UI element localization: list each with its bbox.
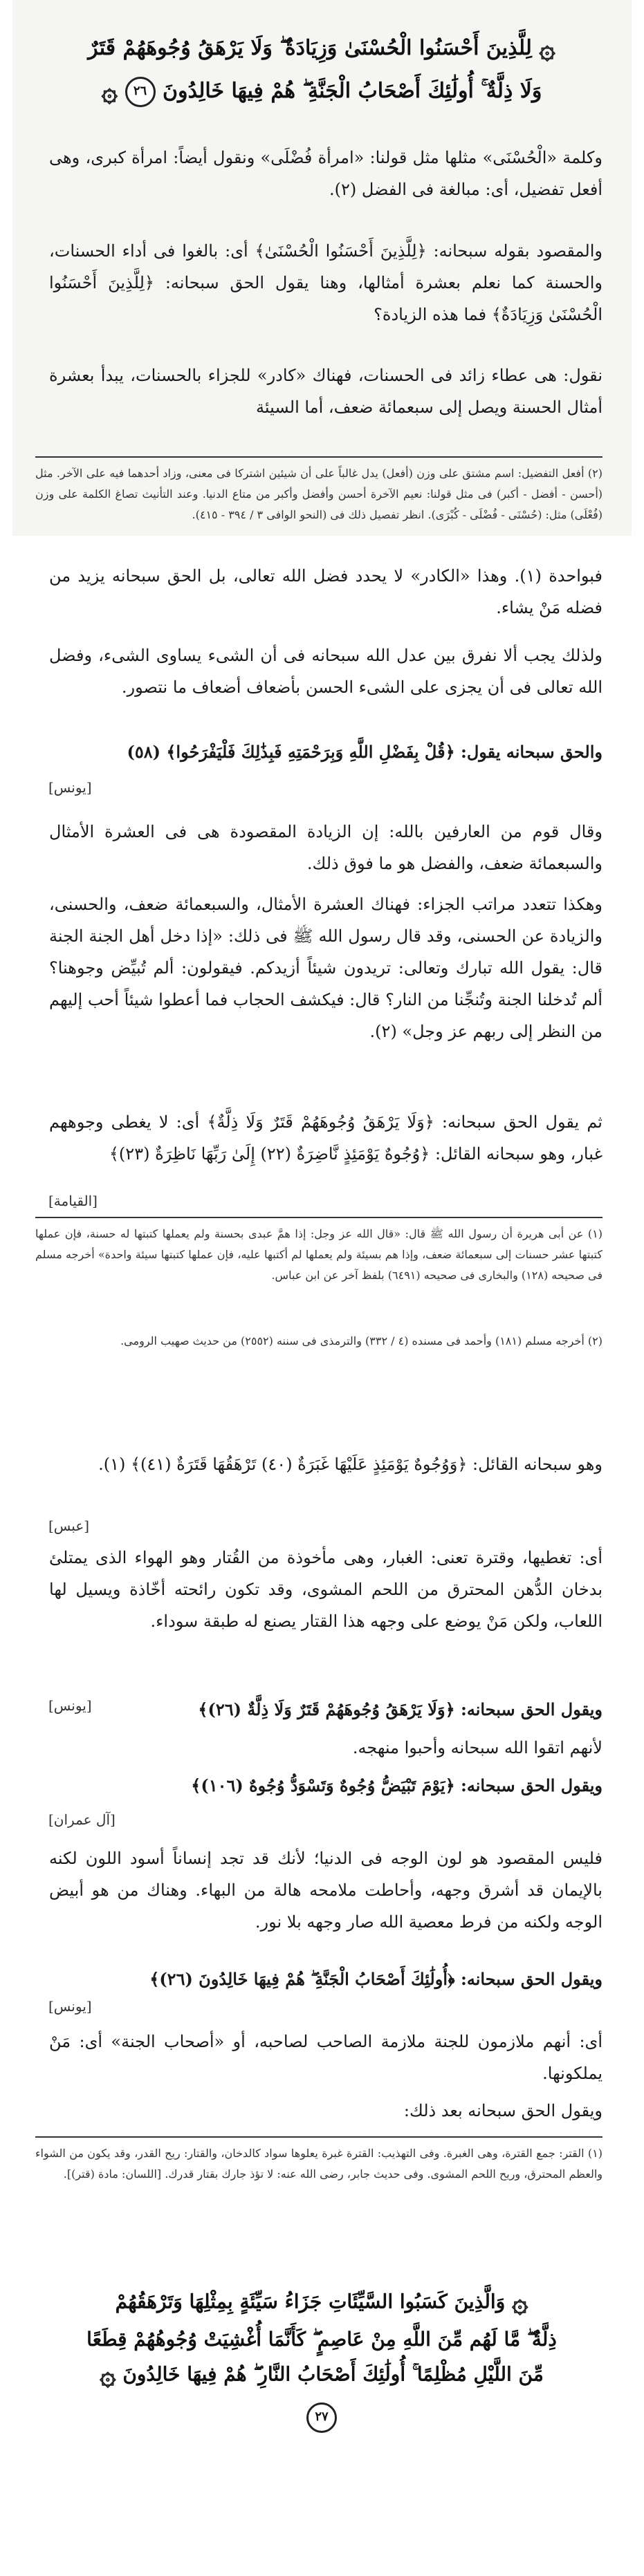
page-1 bbox=[0, 0, 644, 536]
verse-number-badge: ٢٦ bbox=[125, 77, 156, 107]
paragraph: أى: أنهم ملازمون للجنة ملازمة الصاحب لصاحبه، أو «أصحاب الجنة» أى: مَنْ يملكونها. bbox=[49, 2032, 602, 2083]
verse-line bbox=[48, 28, 595, 71]
verse-line bbox=[48, 2281, 595, 2324]
page-2 bbox=[0, 536, 644, 1424]
paragraph: فليس المقصود هو لون الوجه فى الدنيا؛ لأنك قد تجد إنساناً أسود اللون لكنه بالإيمان قد أشرق وجهه، وأحاطت ملامحه هالة من البهاء. وهناك من هو أبيض الوجه ولكنه من فرط معصية الله صار وجهه بلا نور. bbox=[49, 1849, 602, 1932]
surah-source: [عبس] bbox=[48, 1518, 90, 1534]
footnote-divider bbox=[35, 456, 602, 458]
paragraph: والحق سبحانه يقول: ﴿قُلْ بِفَضْلِ اللَّهِ وَبِرَحْمَتِهِ فَبِذَٰلِكَ فَلْيَفْرَحُوا﴾ (٥٨) bbox=[127, 742, 602, 762]
paragraph: وكلمة «الْحُسْنَى» مثلها مثل قولنا: «امرأة فُضْلَى» ونقول أيضاً: امرأة كبرى، وهى أفعل تفضيل، أى: مبالغة فى الفضل (٢). bbox=[49, 148, 602, 199]
ornament-icon: ۞ bbox=[511, 2286, 528, 2319]
paragraph: أى: تغطيها، وقترة تعنى: الغبار، وهى مأخوذة من القُتار وهو الهواء الذى يمتلئ بدخان الدُّهن المحترق من اللحم المشوى، وقد تكون رائحته أخّاذة ويسيل لها اللعاب، ولكن مَنْ يوضع على وجهه هذا القتار يصنع له طبقة سوداء. bbox=[49, 1548, 602, 1631]
surah-source: [القيامة] bbox=[48, 1193, 98, 1209]
page-3 bbox=[0, 1424, 644, 2576]
surah-source: [يونس] bbox=[48, 779, 92, 796]
footnote: (١) عن أبى هريرة أن رسول الله ﷺ قال: «قال الله عز وجل: إذا همَّ عبدى بحسنة ولم يعملها كتبتها له حسنة، فإن عملها كتبتها عشر حسنات إلى سبعمائة ضعف، وإذا هم بسيئة ولم يعملها لم أكتبها عليه، فإن عملها كتبتها سيئة واحدة» أخرجه مسلم فى صحيحه (١٢٨) والبخارى فى صحيحه (٦٤٩١) بلفظ آخر عن ابن عباس. bbox=[35, 1227, 602, 1282]
surah-source: [آل عمران] bbox=[48, 1811, 116, 1828]
paragraph: ولذلك يجب ألا نفرق بين عدل الله سبحانه فى أن الشىء يساوى الشىء، وفضل الله تعالى فى أن يجزى على الشىء الحسن بأضعاف أضعاف ما نتصور. bbox=[49, 646, 602, 697]
paragraph: ويقول الحق سبحانه: ﴿أُولَٰئِكَ أَصْحَابُ الْجَنَّةِ ۖ هُمْ فِيهَا خَالِدُونَ (٢٦)﴾ bbox=[149, 1969, 602, 1989]
paragraph: ويقول الحق سبحانه بعد ذلك: bbox=[403, 2101, 602, 2120]
ornament-icon: ۞ bbox=[100, 2359, 116, 2392]
paragraph: فبواحدة (١). وهذا «الكادر» لا يحدد فضل الله تعالى، بل الحق سبحانه يزيد من فضله مَنْ يشاء. bbox=[49, 566, 602, 617]
paragraph: ثم يقول الحق سبحانه: ﴿وَلَا يَرْهَقُ وُجُوهَهُمْ قَتَرٌ وَلَا ذِلَّةٌ﴾ أى: لا يغطى وجوههم غبار، وهو سبحانه القائل: ﴿وُجُوهٌ يَوْمَئِذٍ نَّاضِرَةٌ (٢٢) إِلَىٰ رَبِّهَا نَاظِرَةٌ (٢٣)﴾ bbox=[49, 1112, 602, 1164]
paragraph: وهو سبحانه القائل: ﴿وَوُجُوهٌ يَوْمَئِذٍ عَلَيْهَا غَبَرَةٌ (٤٠) تَرْهَقُهَا قَتَرَةٌ (٤١)﴾ (١). bbox=[98, 1455, 602, 1474]
surah-source: [يونس] bbox=[48, 1998, 92, 2015]
verse-number-row bbox=[48, 2401, 595, 2433]
verse-text-line-2: وَلَا ذِلَّةٌ ۚ أُولَٰئِكَ أَصْحَابُ الْجَنَّةِ ۖ هُمْ فِيهَا خَالِدُونَ bbox=[162, 79, 542, 103]
footnote-divider bbox=[35, 1217, 602, 1218]
paragraph: ويقول الحق سبحانه: ﴿وَلَا يَرْهَقُ وُجُوهَهُمْ قَتَرٌ وَلَا ذِلَّةٌ (٢٦)﴾ bbox=[198, 1699, 602, 1719]
paragraph: والمقصود بقوله سبحانه: ﴿لِلَّذِينَ أَحْسَنُوا الْحُسْنَىٰ﴾ أى: بالغوا فى أداء الحسنات، والحسنة كما نعلم بعشرة أمثالها، وهنا يقول الحق سبحانه: ﴿لِلَّذِينَ أَحْسَنُوا الْحُسْنَىٰ وَزِيَادَةٌ﴾ فما هذه الزيادة؟ bbox=[49, 241, 602, 324]
verse-line bbox=[48, 71, 595, 113]
verse-line bbox=[48, 2324, 595, 2354]
verse-banner-26 bbox=[48, 28, 595, 113]
verse-line bbox=[48, 2354, 595, 2397]
paragraph: وقال قوم من العارفين بالله: إن الزيادة المقصودة هى فى العشرة الأمثال والسبعمائة ضعف، والفضل هو ما فوق ذلك. bbox=[49, 822, 602, 873]
ornament-icon: ۞ bbox=[101, 75, 118, 108]
verse-text-line-1: وَالَّذِينَ كَسَبُوا السَّيِّئَاتِ جَزَاءُ سَيِّئَةٍ بِمِثْلِهَا وَتَرْهَقُهُمْ bbox=[115, 2290, 506, 2313]
verse-banner-27 bbox=[48, 2281, 595, 2433]
ornament-icon: ۞ bbox=[539, 32, 555, 65]
footnote: (١) القتر: جمع القترة، وهى الغبرة. وفى التهذيب: القترة غبرة يعلوها سواد كالدخان، والقتار: ريح القدر، وقد يكون من الشواء والعظم المحترق، وريح اللحم المشوى. وفى حديث جابر، رضى الله عنه: لا تؤذ جارك بقتار قدرك. [اللسان: مادة (قتر)]. bbox=[35, 2147, 602, 2181]
footnote-divider bbox=[35, 2136, 602, 2138]
verse-text-line-2: ذِلَّةٌ ۖ مَّا لَهُم مِّنَ اللَّهِ مِنْ عَاصِمٍ ۖ كَأَنَّمَا أُغْشِيَتْ وُجُوهُهُمْ قِطَعًا bbox=[86, 2328, 557, 2351]
verse-text-line-3: مِّنَ اللَّيْلِ مُظْلِمًا ۚ أُولَٰئِكَ أَصْحَابُ النَّارِ ۖ هُمْ فِيهَا خَالِدُونَ bbox=[122, 2362, 544, 2386]
footnote: (٢) أخرجه مسلم (١٨١) وأحمد فى مسنده (٤ / ٣٣٢) والترمذى فى سننه (٢٥٥٢) من حديث صهيب الرومى. bbox=[120, 1334, 602, 1347]
verse-text-line-1: لِلَّذِينَ أَحْسَنُوا الْحُسْنَىٰ وَزِيَادَةٌ ۖ وَلَا يَرْهَقُ وُجُوهَهُمْ قَتَرٌ bbox=[88, 36, 532, 60]
paragraph: وهكذا تتعدد مراتب الجزاء: فهناك العشرة الأمثال، والسبعمائة ضعف، والحسنى، والزيادة عن الحسنى، وقد قال رسول الله ﷺ فى ذلك: «إذا دخل أهل الجنة الجنة قال: يقول الله تبارك وتعالى: تريدون شيئاً أزيدكم. فيقولون: ألم تُبيِّض وجوهنا؟ ألم تُدخلنا الجنة وتُنجِّنا من النار؟ قال: فيكشف الحجاب فما أعطوا شيئاً أحب إليهم من النظر إلى ربهم عز وجل» (٢). bbox=[49, 895, 602, 1041]
paragraph: نقول: هى عطاء زائد فى الحسنات، فهناك «كادر» للجزاء بالحسنات، يبدأ بعشرة أمثال الحسنة ويصل إلى سبعمائة ضعف، أما السيئة bbox=[49, 366, 603, 417]
footnote: (٢) أفعل التفضيل: اسم مشتق على وزن (أفعل) يدل غالباً على أن شيئين اشتركا فى معنى، وزاد أحدهما فيه على الآخر. مثل (أحسن - أفضل - أكبر) فى مثل قولنا: نعيم الآخرة أحسن وأفضل وأكبر من متاع الدنيا. وعند التأنيث تصاغ الكلمة على وزن (فُعْلَى) مثل: (حُسْنَى - فُضْلَى - كُبْرَى). انظر تفصيل ذلك فى (النحو الوافى ٣ / ٣٩٤ - ٤١٥). bbox=[35, 467, 603, 521]
paragraph: لأنهم اتقوا الله سبحانه وأحبوا منهجه. bbox=[352, 1738, 602, 1757]
paragraph: ويقول الحق سبحانه: ﴿يَوْمَ تَبْيَضُّ وُجُوهٌ وَتَسْوَدُّ وُجُوهٌ (١٠٦)﴾ bbox=[191, 1775, 602, 1795]
verse-number-badge: ٢٧ bbox=[306, 2402, 337, 2433]
surah-source: [يونس] bbox=[48, 1697, 92, 1714]
